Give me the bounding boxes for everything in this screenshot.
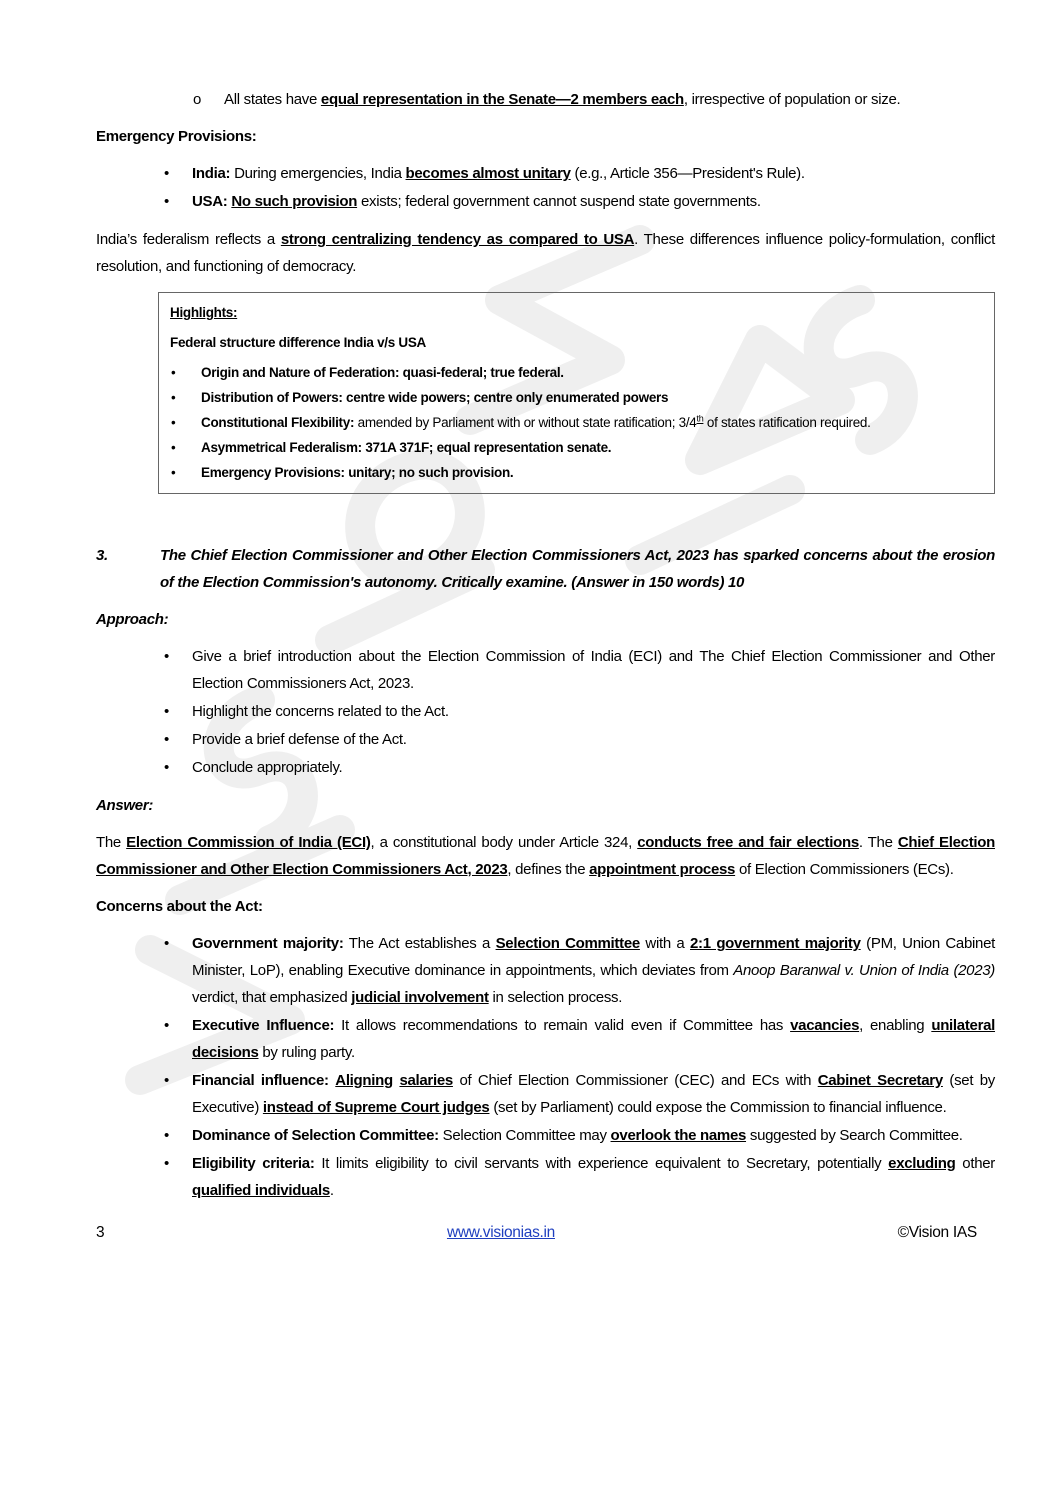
list-item: [164, 160, 995, 187]
text-segment: Selection Committee may: [438, 1127, 611, 1144]
emergency-list: [164, 160, 995, 215]
list-item: [164, 1150, 995, 1204]
text-segment: The: [96, 834, 127, 851]
list-item: [171, 460, 983, 485]
footer: [96, 1224, 995, 1242]
bullet-icon: •: [171, 390, 176, 405]
approach-item: [164, 643, 995, 697]
approach-item: [164, 754, 995, 781]
text-segment: All states have: [224, 91, 321, 108]
list-item-text: [201, 440, 611, 455]
list-item-text: [192, 1127, 963, 1144]
sub-bullet-text: [224, 86, 995, 113]
bullet-icon: •: [171, 465, 176, 480]
list-item-text: [201, 465, 513, 480]
list-item-text: [192, 935, 995, 1006]
emphasis-text: 2:1 government majority: [690, 935, 861, 952]
text-segment: , enabling: [859, 1017, 932, 1034]
text-segment: Origin and Nature of Federation: quasi-federal; true federal.: [201, 365, 564, 380]
emphasis-text: qualified individuals: [192, 1182, 330, 1199]
text-segment: Executive Influence:: [192, 1017, 335, 1034]
list-item: [171, 410, 983, 435]
text-segment: (set by Executive): [192, 1072, 996, 1116]
bullet-icon: •: [164, 648, 169, 665]
list-item: [164, 1067, 996, 1121]
text-segment: .: [329, 1182, 334, 1199]
list-item-text: [192, 1072, 995, 1116]
emphasis-text: excluding: [888, 1155, 956, 1172]
bullet-icon: •: [171, 415, 176, 430]
bullet-icon: •: [164, 1127, 169, 1144]
federalism-paragraph: [96, 226, 995, 280]
emphasis-text: unilateral decisions: [192, 1017, 996, 1061]
highlights-list: [171, 360, 983, 485]
text-segment: , defines the: [507, 861, 590, 878]
list-item: [171, 385, 983, 410]
bullet-icon: •: [164, 935, 169, 952]
emphasis-text: Aligning: [335, 1072, 393, 1089]
emphasis-text: appointment process: [589, 861, 736, 878]
list-item-text: [192, 165, 805, 182]
text-segment: During emergencies, India: [230, 165, 406, 182]
list-item: [164, 188, 995, 215]
text-segment: of Chief Election Commissioner (CEC) and ECs with: [452, 1072, 818, 1089]
bullet-icon: •: [164, 193, 169, 210]
text-segment: with a: [639, 935, 691, 952]
question-text: The Chief Election Commissioner and Other Election Commissioners Act, 2023 has sparked concerns about the erosion of the Election Commission's autonomy. Critically examine. (Answer in 150 words) 10: [160, 547, 995, 591]
emphasis-text: judicial involvement: [351, 989, 489, 1006]
text-segment: Distribution of Powers: centre wide powers; centre only enumerated powers: [201, 390, 669, 405]
highlights-subtitle: Federal structure difference India v/s USA: [170, 335, 426, 350]
text-segment: . The: [858, 834, 898, 851]
emphasis-text: salaries: [399, 1072, 453, 1089]
approach-list: [164, 643, 995, 781]
copyright: ©Vision IAS: [897, 1224, 977, 1241]
text-segment: India:: [192, 165, 231, 182]
text-segment: of Election Commissioners (ECs).: [735, 861, 954, 878]
question: [96, 542, 995, 596]
highlights-title: Highlights:: [170, 305, 238, 320]
text-segment: amended by Parliament with or without state ratification; 3/4: [354, 415, 697, 430]
question-number: 3.: [96, 547, 108, 564]
list-item: [171, 360, 983, 385]
website-link[interactable]: www.visionias.in: [446, 1224, 555, 1241]
concerns-heading: Concerns about the Act:: [96, 898, 263, 915]
emphasis-text: vacancies: [790, 1017, 860, 1034]
text-segment: India’s federalism reflects a: [96, 231, 281, 248]
emphasis-text: becomes almost unitary: [405, 165, 571, 182]
text-segment: Emergency Provisions: unitary; no such provision.: [201, 465, 514, 480]
text-segment: It limits eligibility to civil servants with experience equivalent to Secretary, potentially: [314, 1155, 889, 1172]
text-segment: USA:: [192, 193, 228, 210]
emphasis-text: Election Commission of India (ECI): [126, 834, 371, 851]
text-segment: . These differences influence policy-formulation, conflict resolution, and functioning of democracy.: [96, 231, 995, 275]
list-item-text: [192, 1155, 995, 1199]
highlights-box: [158, 292, 995, 494]
bullet-icon: •: [164, 1017, 169, 1034]
bullet-icon: •: [171, 440, 176, 455]
page-number: 3: [96, 1224, 105, 1241]
text-segment: verdict, that emphasized: [192, 989, 352, 1006]
list-item-text: [201, 415, 871, 430]
text-segment: (e.g., Article 356—President's Rule).: [570, 165, 805, 182]
approach-item-text: Give a brief introduction about the Election Commission of India (ECI) and The Chief Election Commissioner and Other Election Commissioners Act, 2023.: [192, 648, 995, 692]
list-item-text: [192, 1017, 995, 1061]
text-segment: by ruling party.: [258, 1044, 355, 1061]
approach-item: [164, 698, 995, 725]
emphasis-text: equal representation in the Senate—2 members each: [320, 91, 684, 108]
text-segment: Dominance of Selection Committee:: [192, 1127, 439, 1144]
bullet-icon: •: [164, 1072, 169, 1089]
bullet-icon: •: [164, 759, 169, 776]
text-segment: (set by Parliament) could expose the Commission to financial influence.: [489, 1099, 947, 1116]
emphasis-text: instead of Supreme Court judges: [262, 1099, 490, 1116]
bullet-icon: •: [164, 731, 169, 748]
text-segment: suggested by Search Committee.: [746, 1127, 963, 1144]
emphasis-text: conducts free and fair elections: [637, 834, 859, 851]
bullet-icon: •: [164, 703, 169, 720]
bullet-icon: •: [164, 165, 169, 182]
list-item-text: [201, 390, 668, 405]
text-segment: , irrespective of population or size.: [683, 91, 901, 108]
approach-item-text: Highlight the concerns related to the Act.: [192, 703, 449, 720]
approach-heading: Approach:: [96, 611, 169, 628]
text-segment: of states ratification required.: [703, 415, 871, 430]
emphasis-text: No such provision: [231, 193, 358, 210]
emphasis-text: Chief Election Commissioner and Other Election Commissioners Act, 2023: [96, 834, 995, 878]
text-segment: The Act establishes a: [343, 935, 496, 952]
answer-intro: [96, 829, 995, 883]
text-segment: Constitutional Flexibility:: [201, 415, 355, 430]
emphasis-text: th: [696, 413, 704, 424]
approach-item: [164, 726, 995, 753]
emphasis-text: overlook the names: [610, 1127, 747, 1144]
text-segment: Eligibility criteria:: [192, 1155, 315, 1172]
text-segment: Financial influence:: [192, 1072, 329, 1089]
answer-heading: Answer:: [96, 797, 154, 814]
emphasis-text: strong centralizing tendency as compared to USA: [280, 231, 635, 248]
list-item: [164, 1012, 996, 1066]
bullet-icon: •: [171, 365, 176, 380]
text-segment: , a constitutional body under Article 324,: [370, 834, 638, 851]
list-item: [171, 435, 983, 460]
text-segment: It allows recommendations to remain valid even if Committee has: [334, 1017, 791, 1034]
emergency-heading: Emergency Provisions:: [96, 128, 257, 145]
concerns-list: [164, 930, 996, 1204]
text-segment: (PM, Union Cabinet Minister, LoP), enabling Executive dominance in appointments, which deviates from: [192, 935, 995, 979]
list-item-text: [192, 193, 761, 210]
text-segment: Anoop Baranwal v. Union of India (2023): [733, 962, 996, 979]
list-item: [164, 930, 996, 1011]
bullet-icon: •: [164, 1155, 169, 1172]
text-segment: Asymmetrical Federalism: 371A 371F; equal representation senate.: [201, 440, 612, 455]
list-item-text: [201, 365, 564, 380]
approach-item-text: Provide a brief defense of the Act.: [192, 731, 407, 748]
text-segment: Government majority:: [192, 935, 344, 952]
text-segment: in selection process.: [488, 989, 623, 1006]
approach-item-text: Conclude appropriately.: [192, 759, 343, 776]
text-segment: other: [955, 1155, 995, 1172]
sub-bullet-senate: [193, 86, 995, 113]
emphasis-text: Cabinet Secretary: [817, 1072, 943, 1089]
emphasis-text: Selection Committee: [495, 935, 640, 952]
text-segment: exists; federal government cannot suspend state governments.: [357, 193, 761, 210]
sub-bullet-marker: o: [193, 91, 202, 108]
list-item: [164, 1122, 995, 1149]
